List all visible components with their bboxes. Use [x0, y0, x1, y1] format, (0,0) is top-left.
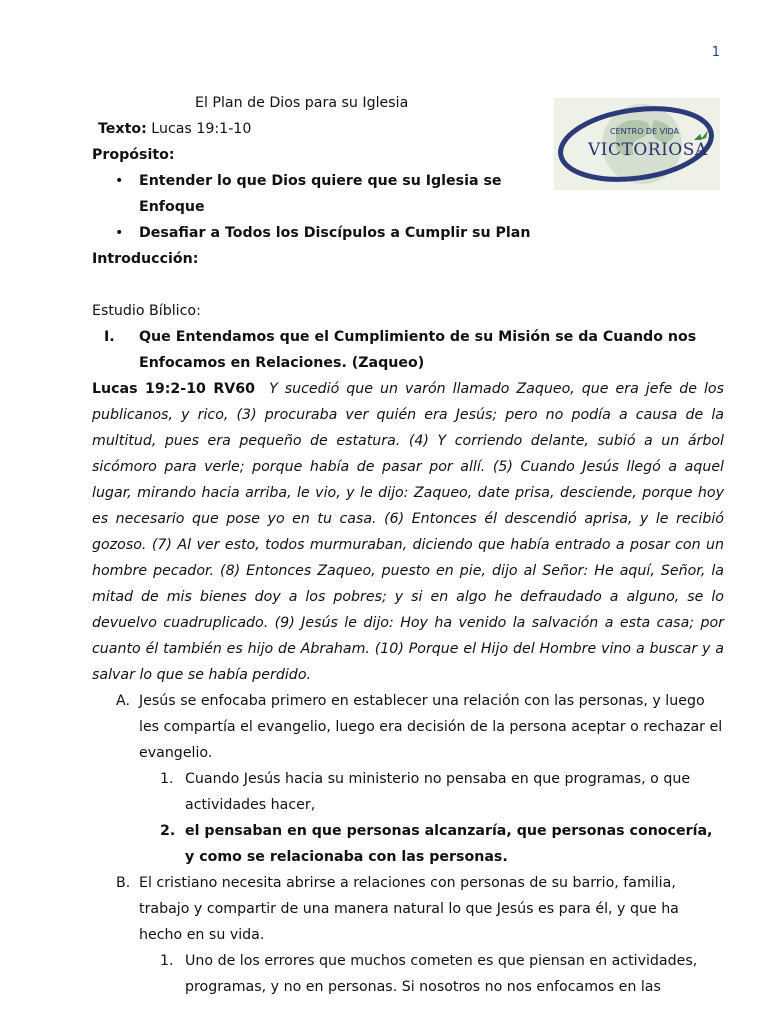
scripture-reference: Lucas 19:2-10 RV60: [92, 381, 256, 397]
texto-label: Texto:: [98, 121, 147, 137]
outline-item-B1: 1. Uno de los errores que muchos cometen es que piensan en actividades, programas, y no en personas. Si nosotros no nos enfocamos en las: [160, 953, 698, 995]
logo-subtitle: CENTRO DE VIDA: [610, 127, 679, 136]
purpose-item: • Desafiar a Todos los Discípulos a Cumplir su Plan: [92, 220, 724, 246]
document-body: [92, 90, 724, 1000]
texto-value: Lucas 19:1-10: [146, 121, 252, 137]
outline-item-A2: 2. el pensaban en que personas alcanzaría, que personas conocería, y como se relacionaba con las personas.: [160, 823, 713, 865]
purpose-item: • Entender lo que Dios quiere que su Iglesia se Enfoque: [92, 168, 724, 220]
scripture-text: Y sucedió que un varón llamado Zaqueo, que era jefe de los publicanos, y rico, (3) procuraba ver quién era Jesús; pero no podía a causa de la multitud, pues era pequeño de estatura. (4) Y corriendo delante, subió a un árbol sicómoro para verle; porque había de pasar por allí. (5) Cuando Jesús llegó a aquel lugar, mirando hacia arriba, le vio, y le dijo: Zaqueo, date prisa, desciende, porque hoy es necesario que pose yo en tu casa. (6) Entonces él descendió aprisa, y le recibió gozoso. (7) Al ver esto, todos murmuraban, diciendo que había entrado a posar con un hombre pecador. (8) Entonces Zaqueo, puesto en pie, dijo al Señor: He aquí, Señor, la mitad de mis bienes doy a los pobres; y si en algo he defraudado a alguno, se lo devuelvo cuadruplicado. (9) Jesús le dijo: Hoy ha venido la salvación a esta casa; por cuanto él también es hijo de Abraham. (10) Porque el Hijo del Hombre vino a buscar y a salvar lo que se había perdido.: [92, 381, 724, 683]
texto-line: [92, 116, 724, 142]
estudio-heading: Estudio Bíblico:: [92, 303, 201, 319]
proposito-heading: Propósito:: [92, 147, 175, 163]
purpose-list: [92, 168, 724, 246]
outline-item-A: A. Jesús se enfocaba primero en establecer una relación con las personas, y luego les compartía el evangelio, luego era decisión de la persona aceptar o rechazar el evangelio.: [116, 693, 723, 761]
section-heading-I: I. Que Entendamos que el Cumplimiento de su Misión se da Cuando nos Enfocamos en Relaciones. (Zaqueo): [104, 329, 697, 371]
outline-item-B: B. El cristiano necesita abrirse a relaciones con personas de su barrio, familia, trabajo y compartir de una manera natural lo que Jesús es para él, y que ha hecho en su vida.: [116, 875, 679, 943]
page-title: El Plan de Dios para su Iglesia: [195, 95, 409, 111]
page-number: 1: [711, 45, 720, 60]
scripture-passage: [92, 376, 724, 688]
logo-title: VICTORIOSA: [588, 140, 708, 160]
outline-item-A1: 1. Cuando Jesús hacia su ministerio no pensaba en que programas, o que actividades hacer,: [160, 771, 691, 813]
introduccion-heading: Introducción:: [92, 251, 199, 267]
